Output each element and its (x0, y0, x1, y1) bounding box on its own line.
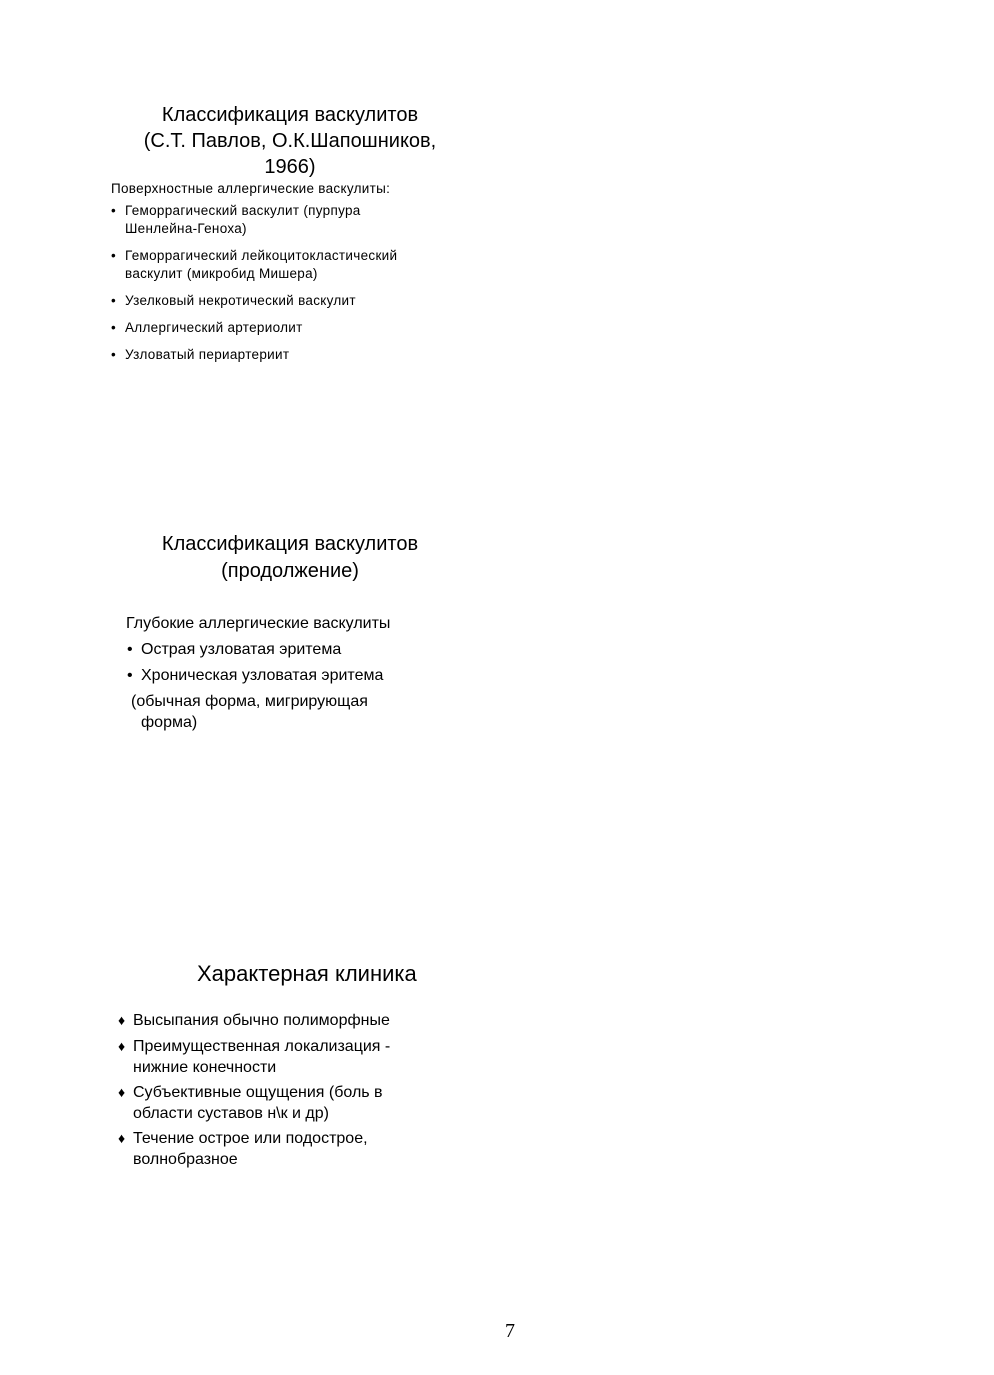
slide-2-note-line-2: форма) (141, 714, 198, 731)
list-item (118, 1036, 390, 1082)
diamond-bullet-icon: ♦ (118, 1130, 126, 1146)
list-item-line: Преимущественная локализация - (133, 1038, 391, 1055)
bullet-glyph: • (111, 347, 117, 362)
diamond-bullet-icon: ♦ (118, 1012, 126, 1028)
list-item (118, 1010, 390, 1036)
list-item (127, 640, 383, 666)
slide-3-bullet-list (118, 1010, 390, 1174)
list-item (111, 319, 397, 346)
list-item (127, 666, 383, 692)
slide-2-note-line-1: (обычная форма, мигрирующая (131, 693, 368, 710)
list-item (111, 202, 397, 247)
slide-2-title-line-2: (продолжение) (221, 560, 359, 582)
diamond-bullet-icon: ♦ (118, 1084, 126, 1100)
list-item-line: Узелковый некротический васкулит (125, 293, 356, 308)
list-item-line: Течение острое или подострое, (133, 1130, 368, 1147)
bullet-glyph: • (127, 641, 133, 658)
list-item-line: нижние конечности (133, 1059, 277, 1076)
slide-2-note (131, 691, 368, 733)
slide-1-intro: Поверхностные аллергические васкулиты: (111, 181, 391, 196)
list-item (118, 1128, 390, 1174)
bullet-glyph: • (111, 293, 117, 308)
list-item-line: волнобразное (133, 1151, 238, 1168)
list-item-line: Субъективные ощущения (боль в (133, 1084, 383, 1101)
slide-2-title (110, 531, 470, 585)
slide-1-title-line-1: Классификация васкулитов (161, 104, 419, 126)
slide-2-bullet-list (127, 640, 383, 692)
slide-1-bullet-list (111, 202, 397, 373)
page-number: 7 (505, 1320, 515, 1342)
list-item-line: Острая узловатая эритема (141, 641, 342, 658)
list-item (111, 346, 397, 373)
slide-3-title: Характерная клиника (197, 961, 417, 986)
bullet-glyph: • (111, 320, 117, 335)
list-item-line: Геморрагический васкулит (пурпура (125, 203, 361, 218)
list-item (111, 292, 397, 319)
list-item-line: Аллергический артериолит (125, 320, 303, 335)
bullet-glyph: • (111, 248, 117, 263)
list-item-line: Узловатый периартериит (125, 347, 290, 362)
list-item-line: васкулит (микробид Мишера) (125, 266, 318, 281)
slide-1-title-line-3: 1966) (264, 156, 316, 178)
list-item-line: Шенлейна-Геноха) (125, 221, 247, 236)
slide-1-title-line-2: (С.Т. Павлов, О.К.Шапошников, (143, 130, 437, 152)
slide-1-title (110, 102, 470, 180)
list-item-line: Хроническая узловатая эритема (141, 667, 384, 684)
bullet-glyph: • (127, 667, 133, 684)
diamond-bullet-icon: ♦ (118, 1038, 126, 1054)
list-item-line: Геморрагический лейкоцитокластический (125, 248, 398, 263)
list-item (118, 1082, 390, 1128)
list-item-line: области суставов н\к и др) (133, 1105, 329, 1122)
list-item (111, 247, 397, 292)
list-item-line: Высыпания обычно полиморфные (133, 1012, 390, 1029)
slide-2-title-line-1: Классификация васкулитов (161, 533, 419, 555)
bullet-glyph: • (111, 203, 117, 218)
slide-2-intro: Глубокие аллергические васкулиты (126, 615, 391, 632)
